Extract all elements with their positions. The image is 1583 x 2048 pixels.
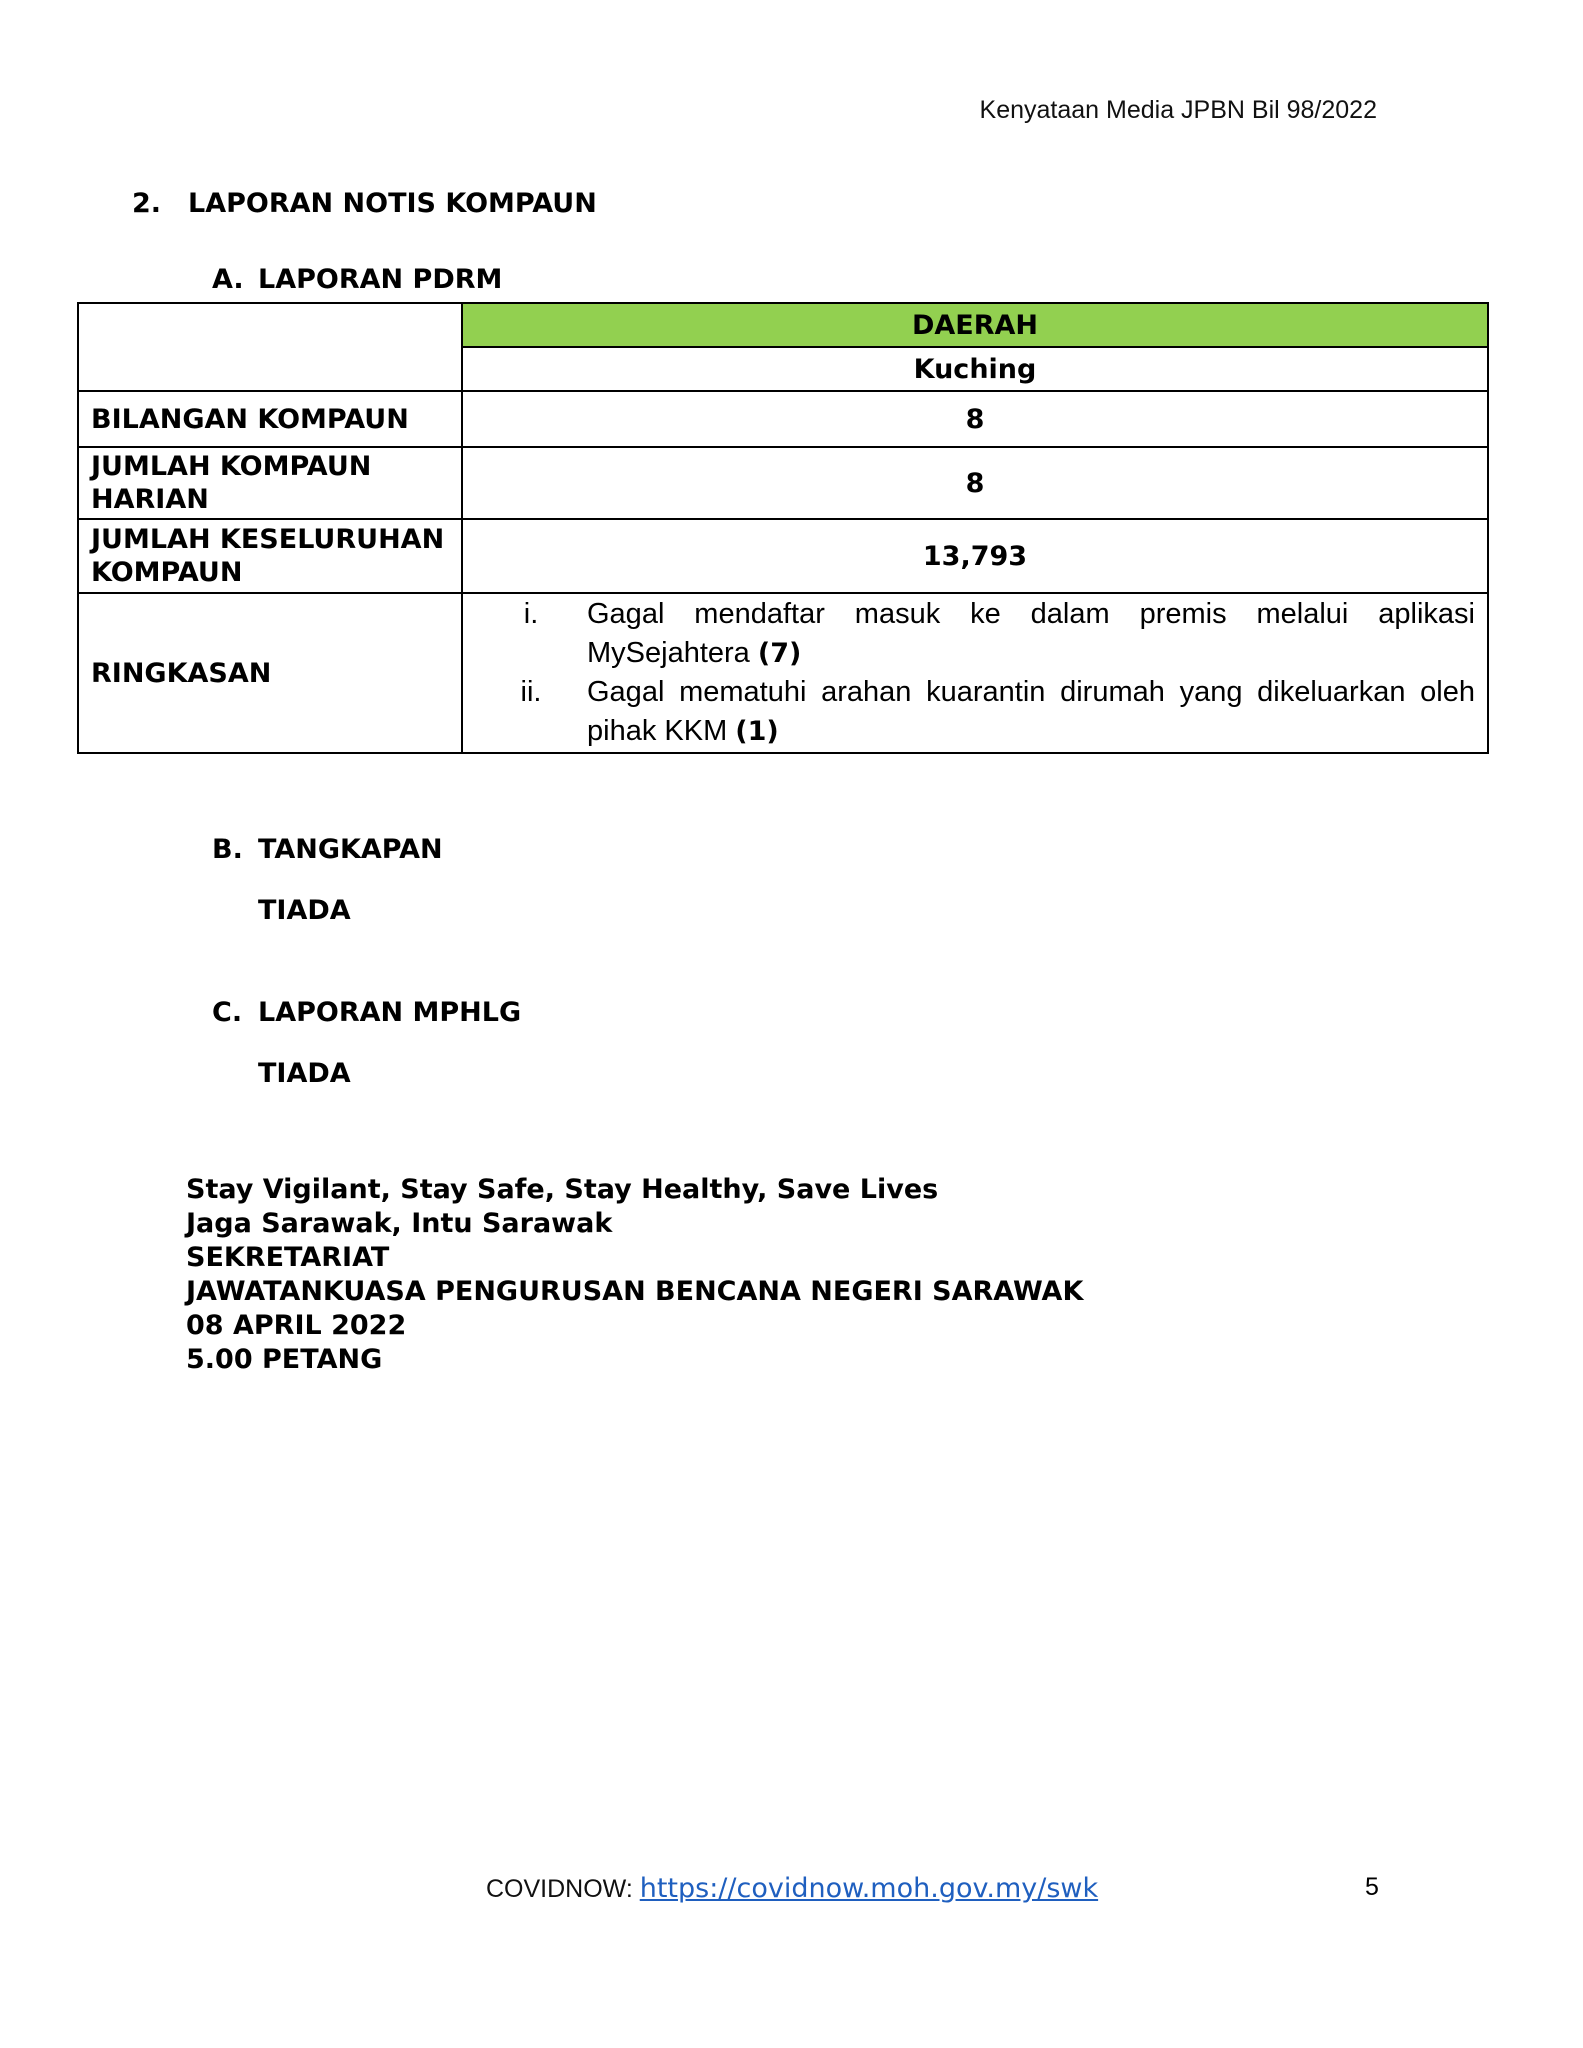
kompaun-table [77,302,1489,754]
section-number: 2. [132,188,162,219]
subsection-c-value: TIADA [258,1058,351,1089]
label-line: JUMLAH KESELURUHAN [91,524,445,555]
covidnow-link[interactable]: https://covidnow.moh.gov.my/swk [639,1873,1099,1904]
closing-block [186,1173,1083,1377]
row-label-bilangan-kompaun: BILANGAN KOMPAUN [78,391,462,447]
summary-item [475,673,1475,751]
jumlah-keseluruhan-kompaun-value: 13,793 [462,519,1488,593]
summary-item-text [587,595,1475,673]
closing-date: 08 APRIL 2022 [186,1310,407,1341]
row-label-jumlah-kompaun-harian [78,447,462,519]
table-row [78,519,1488,593]
label-line: JUMLAH KOMPAUN [91,451,372,482]
summary-item-count: (1) [735,716,779,747]
subsection-a-title: LAPORAN PDRM [258,264,503,295]
summary-item-numeral: ii. [520,676,542,708]
table-row [78,391,1488,447]
subsection-c-heading [212,997,521,1028]
ringkasan-cell [462,593,1488,753]
jumlah-kompaun-harian-value: 8 [462,447,1488,519]
summary-item-text [587,673,1475,751]
empty-header-cell [78,303,462,391]
closing-tagline: Jaga Sarawak, Intu Sarawak [186,1208,613,1239]
table-row [78,593,1488,753]
section-title: LAPORAN NOTIS KOMPAUN [188,188,597,219]
table-row [78,303,1488,347]
district-name: Kuching [462,347,1488,391]
section-heading [132,188,597,219]
summary-item-description: Gagal mendaftar masuk ke dalam premis melalui aplikasi MySejahtera [587,598,1475,669]
page-number: 5 [1365,1873,1379,1901]
daerah-header: DAERAH [462,303,1488,347]
footer-label: COVIDNOW: [486,1875,633,1903]
subsection-b-value: TIADA [258,895,351,926]
summary-item-numeral: i. [523,598,539,630]
row-label-ringkasan: RINGKASAN [78,593,462,753]
label-line: KOMPAUN [91,557,243,588]
subsection-b-heading [212,834,443,865]
document-reference: Kenyataan Media JPBN Bil 98/2022 [979,96,1377,124]
table-row [78,447,1488,519]
row-label-jumlah-keseluruhan-kompaun [78,519,462,593]
subsection-b-title: TANGKAPAN [258,834,443,865]
subsection-b-letter: B. [212,834,243,865]
closing-secretariat: SEKRETARIAT [186,1242,390,1273]
closing-time: 5.00 PETANG [186,1344,383,1375]
bilangan-kompaun-value: 8 [462,391,1488,447]
subsection-a-heading [212,264,502,295]
label-line: HARIAN [91,484,209,515]
closing-committee: JAWATANKUASA PENGURUSAN BENCANA NEGERI SARAWAK [186,1276,1084,1307]
subsection-a-letter: A. [212,264,244,295]
subsection-c-letter: C. [212,997,243,1028]
subsection-c-title: LAPORAN MPHLG [258,997,522,1028]
summary-item [475,595,1475,673]
summary-item-description: Gagal mematuhi arahan kuarantin dirumah yang dikeluarkan oleh pihak KKM [587,676,1475,747]
summary-item-count: (7) [757,638,802,669]
closing-slogan: Stay Vigilant, Stay Safe, Stay Healthy, Save Lives [186,1174,939,1205]
footer [486,1873,1098,1904]
